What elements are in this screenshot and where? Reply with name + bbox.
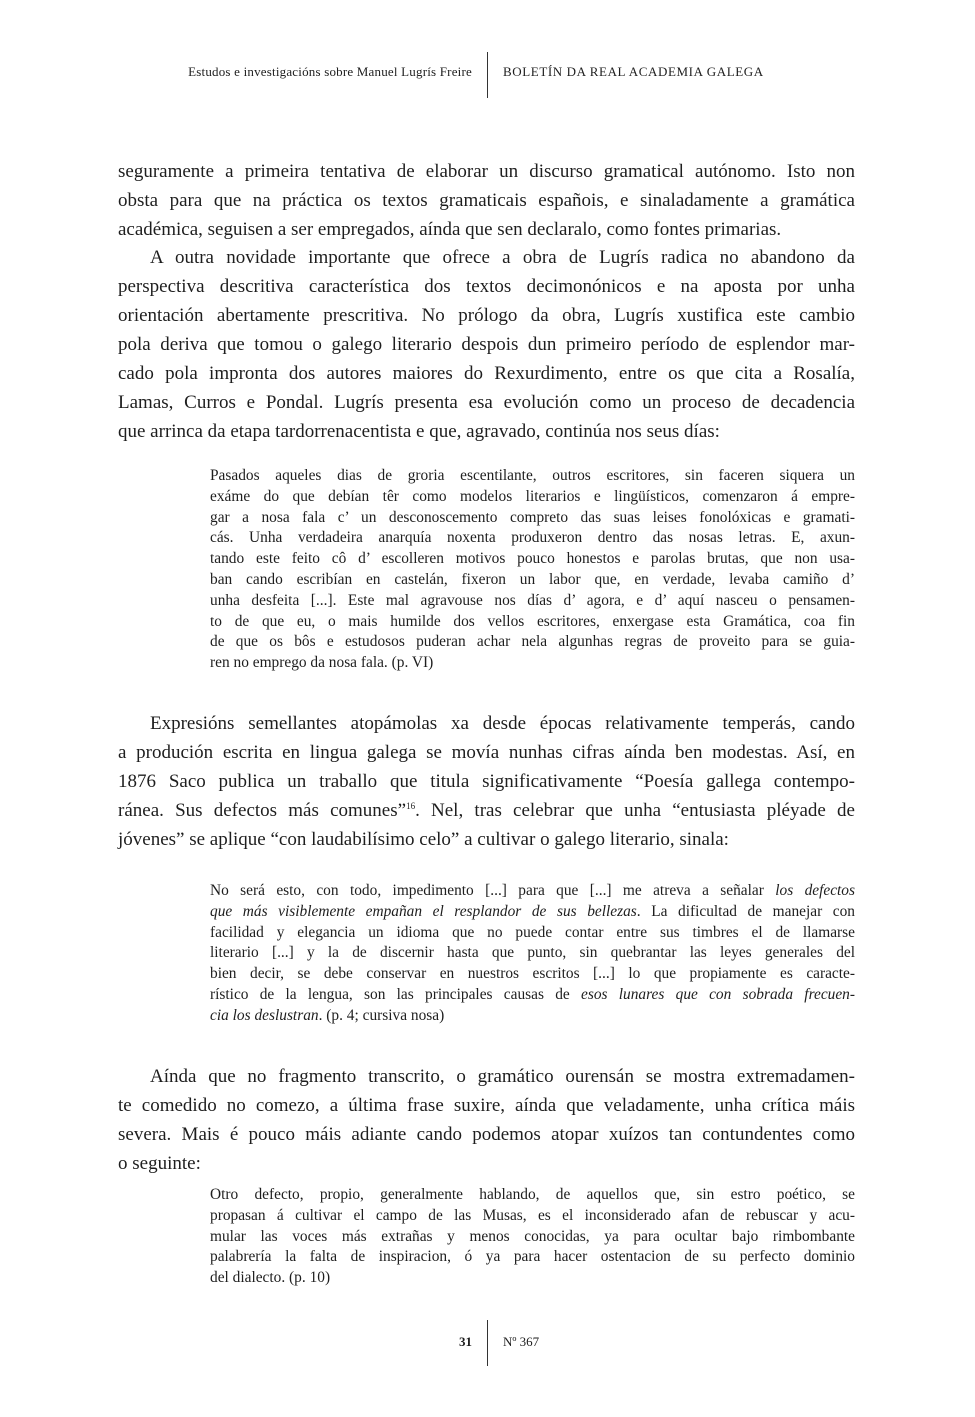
- text-line: 1876 Saco publica un traballo que titula significativamente “Poesía gallega contempo-: [118, 771, 855, 792]
- text-line: ban cando escribían en castelán, fixeron un labor que, en verdade, levaba camiño d’: [210, 570, 855, 588]
- text-line: Aínda que no fragmento transcrito, o gramático ourensán se mostra extremadamen-: [150, 1066, 855, 1087]
- text-line: palabrería la falta de inspiracion, ó ya para hacer ostentacion de su perfecto dominio: [210, 1248, 855, 1266]
- text-line: del dialecto. (p. 10): [210, 1269, 331, 1287]
- text-line: mular las voces más extrañas y menos conocidas, ya para ocultar bajo rimbombante: [210, 1227, 855, 1245]
- block-quote: [210, 1185, 855, 1289]
- footer-divider: [487, 1320, 488, 1366]
- text-line: [210, 1006, 855, 1027]
- text-segment: No será esto, con todo, impedimento [...] para que [...] me atreva a señalar: [210, 882, 776, 899]
- footnote-ref[interactable]: 16: [406, 801, 416, 811]
- text-segment: ránea. Sus defectos más comunes”: [118, 800, 407, 821]
- header-divider: [487, 52, 488, 98]
- block-quote: [210, 881, 855, 1027]
- text-line: seguramente a primeira tentativa de elaborar un discurso gramatical autónomo. Isto non: [118, 161, 855, 182]
- text-line: orientación abertamente prescritiva. No prólogo da obra, Lugrís xustifica este cambio: [118, 305, 855, 326]
- body-paragraph: [118, 243, 855, 446]
- text-line: jóvenes” se aplique “con laudabilísimo celo” a cultivar o galego literario, sinala:: [118, 829, 729, 850]
- text-line: tando este feito cô d’ escolleren motivos pouco honestos e parolas brutas, que non usa-: [210, 550, 855, 568]
- text-line: obsta para que na práctica os textos gramaticais españois, e sinaladamente a gramática: [118, 190, 855, 211]
- body-paragraph: [118, 157, 855, 244]
- body-paragraph: [118, 709, 855, 854]
- text-line: facilidad y elegancia un idioma que no puede contar entre sus timbres el de llamarse: [210, 923, 855, 941]
- italic-text: los defectos: [775, 882, 855, 899]
- text-segment: . La dificultad de manejar con: [636, 902, 855, 920]
- text-line: [210, 985, 855, 1006]
- text-line: exáme do que debían têr como modelos literarios e lingüísticos, comenzaron á empre-: [210, 487, 855, 505]
- text-line: bien decir, se debe conservar en nuestros escritos [...] lo que propiamente es caracte-: [210, 965, 855, 983]
- text-segment: . (p. 4; cursiva nosa): [318, 1006, 445, 1024]
- italic-text: cia los deslustran: [210, 1006, 319, 1024]
- italic-text: esos lunares que con sobrada frecuen-: [581, 985, 855, 1003]
- text-line: to de que eu, o mais humilde dos vellos escritores, enxergase esta Gramática, coa fin: [210, 612, 855, 630]
- text-line: o seguinte:: [118, 1153, 201, 1174]
- text-line: propasan á cultivar el campo de las Musas, es el inconsiderado afan de rebuscar y acu-: [210, 1206, 855, 1224]
- text-segment: rístico de la lengua, son las principales causas de: [210, 985, 581, 1003]
- journal-name: BOLETÍN DA REAL ACADEMIA GALEGA: [503, 64, 764, 79]
- text-line: académica, seguisen a ser empregados, aínda que sen declaralo, como fontes primarias.: [118, 219, 782, 240]
- italic-text: que más visiblemente empañan el resplandor de sus bellezas: [210, 902, 637, 920]
- text-line: a produción escrita en lingua galega se movía nunhas cifras aínda ben modestas. Así, en: [118, 742, 855, 763]
- text-line: Expresións semellantes atopámolas xa desde épocas relativamente temperás, cando: [150, 713, 855, 734]
- block-quote: [210, 466, 855, 674]
- text-line: cás. Unha verdadeira anarquía noxenta produxeron dentro das nosas letras. E, axun-: [210, 529, 855, 547]
- text-line: Pasados aqueles dias de groria escentilante, outros escritores, sin faceren siquera un: [210, 467, 855, 484]
- text-line: gar a nosa fala c’ un desconoscemento compreto das suas leises fonolóxicas e gramati-: [210, 508, 855, 526]
- text-line: [210, 881, 855, 902]
- text-line: [210, 902, 855, 923]
- text-segment: . Nel, tras celebrar que unha “entusiasta pléyade de: [415, 800, 855, 821]
- running-header-title: Estudos e investigacións sobre Manuel Lugrís Freire: [188, 64, 472, 79]
- text-line: de que os bôs e estudosos puderan achar nela algunhas regras de proveito para se guia-: [210, 633, 855, 651]
- text-line: A outra novidade importante que ofrece a obra de Lugrís radica no abandono da: [150, 247, 855, 268]
- issue-number: Nº 367: [503, 1334, 540, 1349]
- text-line: te comedido no comezo, a última frase suxire, aínda que veladamente, unha crítica máis: [118, 1095, 855, 1116]
- page-number: 31: [459, 1334, 472, 1349]
- text-line: perspectiva descritiva característica dos textos decimonónicos e na aposta por unha: [118, 276, 855, 297]
- text-line: pola deriva que tomou o galego literario despois dun primeiro período de esplendor mar-: [118, 334, 855, 355]
- text-line: literario [...] y la de discernir hasta que punto, sin quebrantar las leyes generales del: [210, 944, 855, 962]
- body-paragraph: [118, 1062, 855, 1178]
- text-line: cado pola impronta dos autores maiores do Rexurdimento, entre os que cita a Rosalía,: [118, 363, 855, 384]
- text-line: unha desfeita [...]. Este mal agravouse nos días d’ agora, e d’ aquí nasceu o pensamen-: [210, 591, 855, 609]
- text-line: [118, 796, 855, 825]
- text-line: Otro defecto, propio, generalmente hablando, de aquellos que, sin estro poético, se: [210, 1186, 855, 1203]
- text-line: Lamas, Curros e Pondal. Lugrís presenta esa evolución como un proceso de decadencia: [118, 392, 855, 413]
- text-line: que arrinca da etapa tardorrenacentista e que, agravado, continúa nos seus días:: [118, 421, 720, 442]
- text-line: severa. Mais é pouco máis adiante cando podemos atopar xuízos tan contundentes como: [118, 1124, 855, 1145]
- text-line: ren no emprego da nosa fala. (p. VI): [210, 654, 434, 672]
